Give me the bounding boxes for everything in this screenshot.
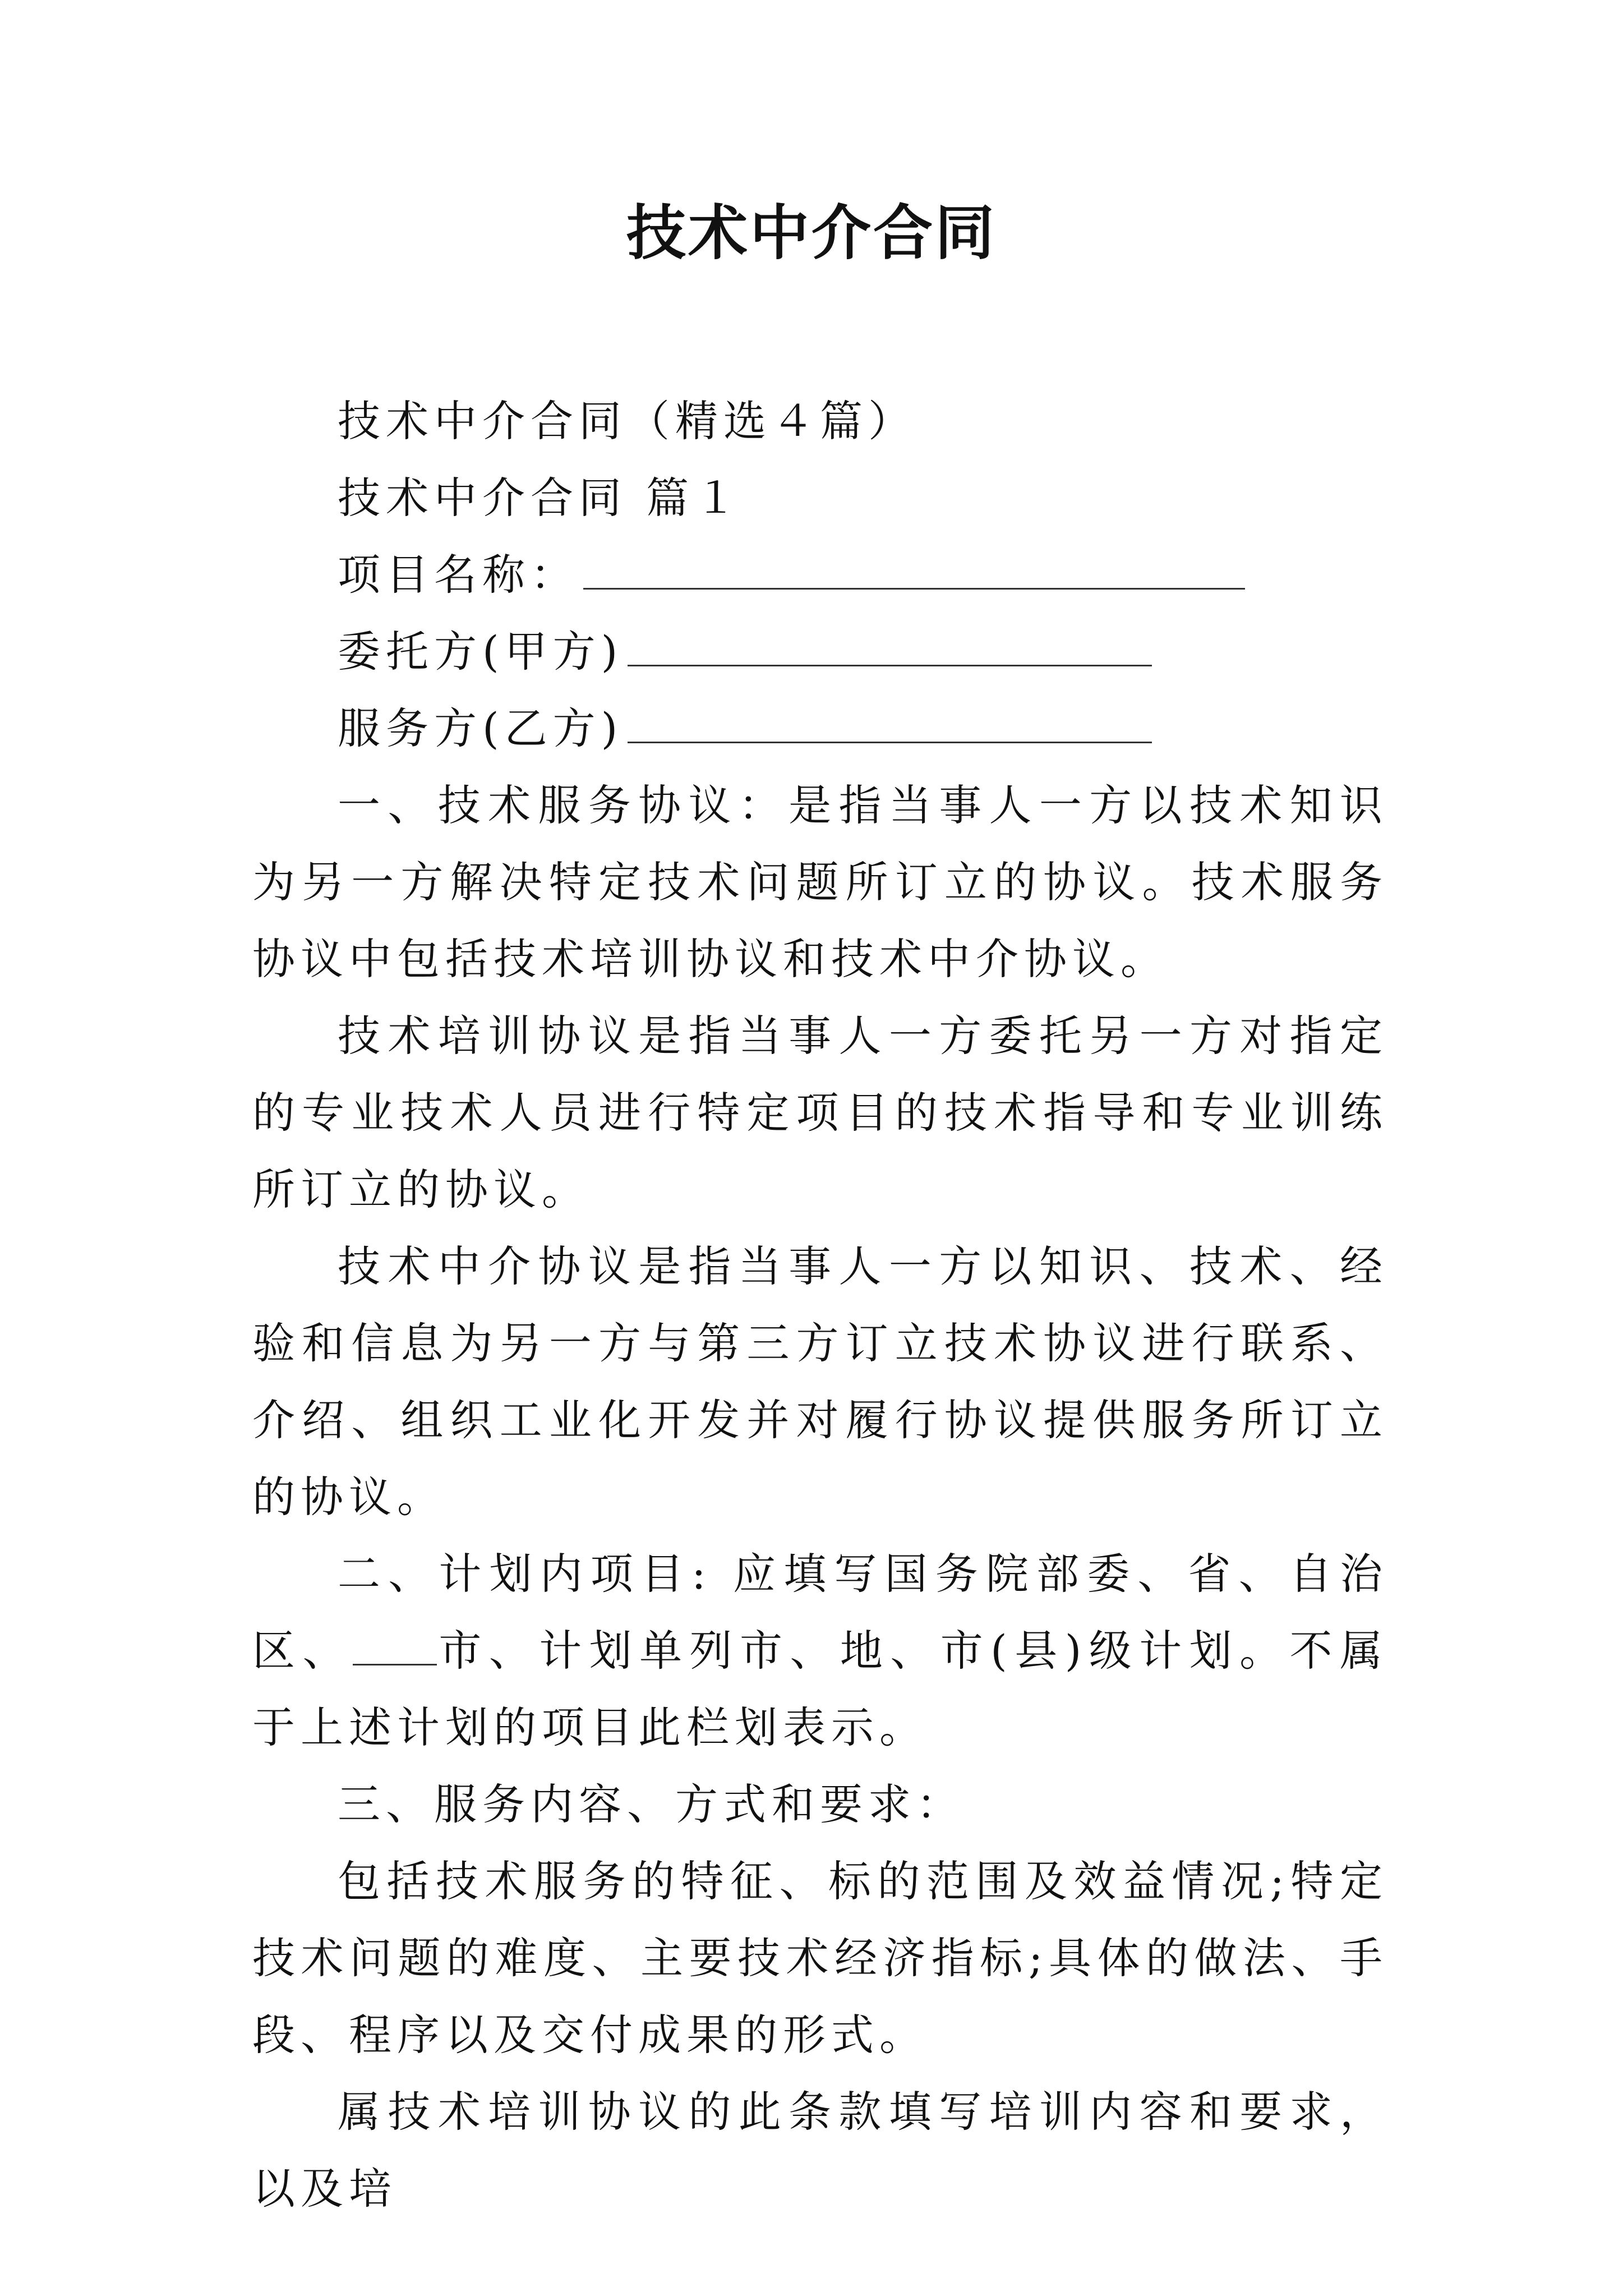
- project-name-blank: [583, 588, 1245, 590]
- section-heading: 技术中介合同 篇１: [338, 473, 743, 523]
- service-field: [252, 690, 1388, 767]
- paragraph-service-content-heading: 三、服务内容、方式和要求：: [338, 1779, 965, 1829]
- paragraph-technical-training: 技术培训协议是指当事人一方委托另一方对指定的专业技术人员进行特定项目的技术指导和专业训练所订立的协议。: [252, 1011, 1388, 1214]
- paragraph-service-details: 包括技术服务的特征、标的范围及效益情况;特定技术问题的难度、主要技术经济指标;具体的做法、手段、程序以及交付成果的形式。: [252, 1856, 1388, 2060]
- service-blank: [628, 742, 1152, 743]
- client-label: 委托方(甲方): [338, 627, 624, 677]
- service-label: 服务方(乙方): [338, 703, 624, 753]
- client-blank: [628, 665, 1152, 666]
- document-title: 技术中介合同: [626, 197, 997, 268]
- project-name-field: [252, 536, 1388, 613]
- project-name-label: 项目名称：: [338, 550, 579, 600]
- paragraph-planned-projects: [252, 1535, 1388, 1766]
- paragraph-training-clause: 属技术培训协议的此条款填写培训内容和要求，以及培: [252, 2087, 1388, 2214]
- planned-projects-text-start: 二、计划内项目: 应填写国务院部委、省、自治区、: [252, 1549, 1388, 1676]
- document-body: [252, 383, 1388, 2227]
- paragraph-technical-service: 一、技术服务协议：是指当事人一方以技术知识为另一方解决特定技术问题所订立的协议。技术服务协议中包括技术培训协议和技术中介协议。: [252, 780, 1388, 984]
- document-subtitle: 技术中介合同（精选４篇）: [338, 396, 916, 446]
- planned-projects-blank: [353, 1664, 437, 1665]
- client-field: [252, 613, 1388, 690]
- paragraph-technical-intermediary: 技术中介协议是指当事人一方以知识、技术、经验和信息为另一方与第三方订立技术协议进行联系、介绍、组织工业化开发并对履行协议提供服务所订立的协议。: [252, 1241, 1388, 1522]
- planned-projects-text-end: 市、计划单列市、地、市(县)级计划。不属于上述计划的项目此栏划表示。: [252, 1626, 1388, 1752]
